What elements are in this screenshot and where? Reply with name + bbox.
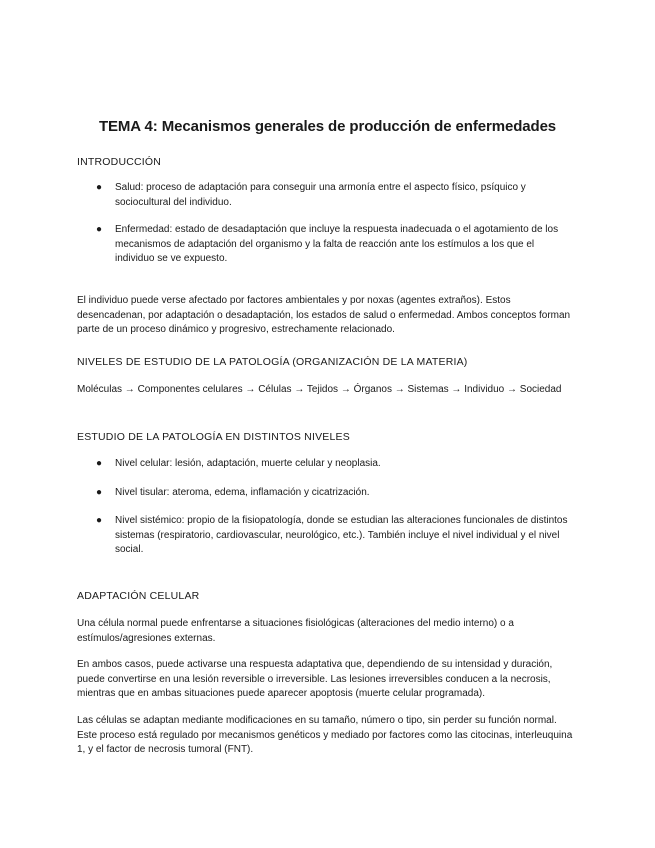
levels-paragraph: Moléculas → Componentes celulares → Células → Tejidos → Órganos → Sistemas → Individuo → Sociedad bbox=[77, 384, 562, 395]
list-item bbox=[96, 486, 576, 501]
bullet-icon: ● bbox=[96, 487, 103, 498]
intro-paragraph: El individuo puede verse afectado por factores ambientales y por noxas (agentes extraños). Estos desencadenan, por adaptación o desadaptación, los estados de salud o enfermedad. Ambos conceptos forman parte de un proceso dinámico y progresivo, estrechamente relacionado. bbox=[77, 295, 571, 335]
adaptation-paragraph-2: En ambos casos, puede activarse una respuesta adaptativa que, dependiendo de su intensidad y duración, puede convertirse en una lesión reversible o irreversible. Las lesiones irreversibles conducen a la necrosis, mientras que en ambas situaciones puede aparecer apoptosis (muerte celular programada). bbox=[77, 659, 553, 699]
page-title: TEMA 4: Mecanismos generales de producción de enfermedades bbox=[98, 118, 557, 135]
list-item-text: Nivel celular: lesión, adaptación, muerte celular y neoplasia. bbox=[115, 458, 381, 469]
list-item bbox=[96, 181, 576, 210]
bullet-icon: ● bbox=[96, 515, 103, 526]
bullet-icon: ● bbox=[96, 224, 103, 235]
list-item-text: Salud: proceso de adaptación para conseguir una armonía entre el aspecto físico, psíquico y sociocultural del individuo. bbox=[115, 182, 526, 208]
list-item bbox=[96, 223, 576, 267]
bullet-icon: ● bbox=[96, 182, 103, 193]
bullet-icon: ● bbox=[96, 458, 103, 469]
list-item-text: Nivel sistémico: propio de la fisiopatología, donde se estudian las alteraciones funcionales de distintos sistemas (respiratorio, cardiovascular, neurológico, etc.). También incluye el nivel individual y el nivel social. bbox=[115, 515, 568, 555]
section-heading-introduccion: INTRODUCCIÓN bbox=[77, 156, 162, 168]
list-item bbox=[96, 457, 576, 472]
section-heading-estudio: ESTUDIO DE LA PATOLOGÍA EN DISTINTOS NIVELES bbox=[77, 431, 350, 443]
adaptation-paragraph-3: Las células se adaptan mediante modificaciones en su tamaño, número o tipo, sin perder su función normal. Este proceso está regulado por mecanismos genéticos y mediado por factores como las citocinas, interleuquina 1, y el factor de necrosis tumoral (FNT). bbox=[77, 715, 573, 755]
section-heading-adaptacion: ADAPTACIÓN CELULAR bbox=[77, 590, 200, 602]
list-item bbox=[96, 514, 576, 558]
list-item-text: Nivel tisular: ateroma, edema, inflamación y cicatrización. bbox=[115, 487, 370, 498]
adaptation-paragraph-1: Una célula normal puede enfrentarse a situaciones fisiológicas (alteraciones del medio interno) o a estímulos/agresiones externas. bbox=[77, 618, 514, 644]
section-heading-niveles: NIVELES DE ESTUDIO DE LA PATOLOGÍA (ORGANIZACIÓN DE LA MATERIA) bbox=[77, 356, 468, 368]
list-item-text: Enfermedad: estado de desadaptación que incluye la respuesta inadecuada o el agotamiento de los mecanismos de adaptación del organismo y la falta de reacción ante los estímulos a los que el individuo se ve expuesto. bbox=[115, 224, 559, 264]
